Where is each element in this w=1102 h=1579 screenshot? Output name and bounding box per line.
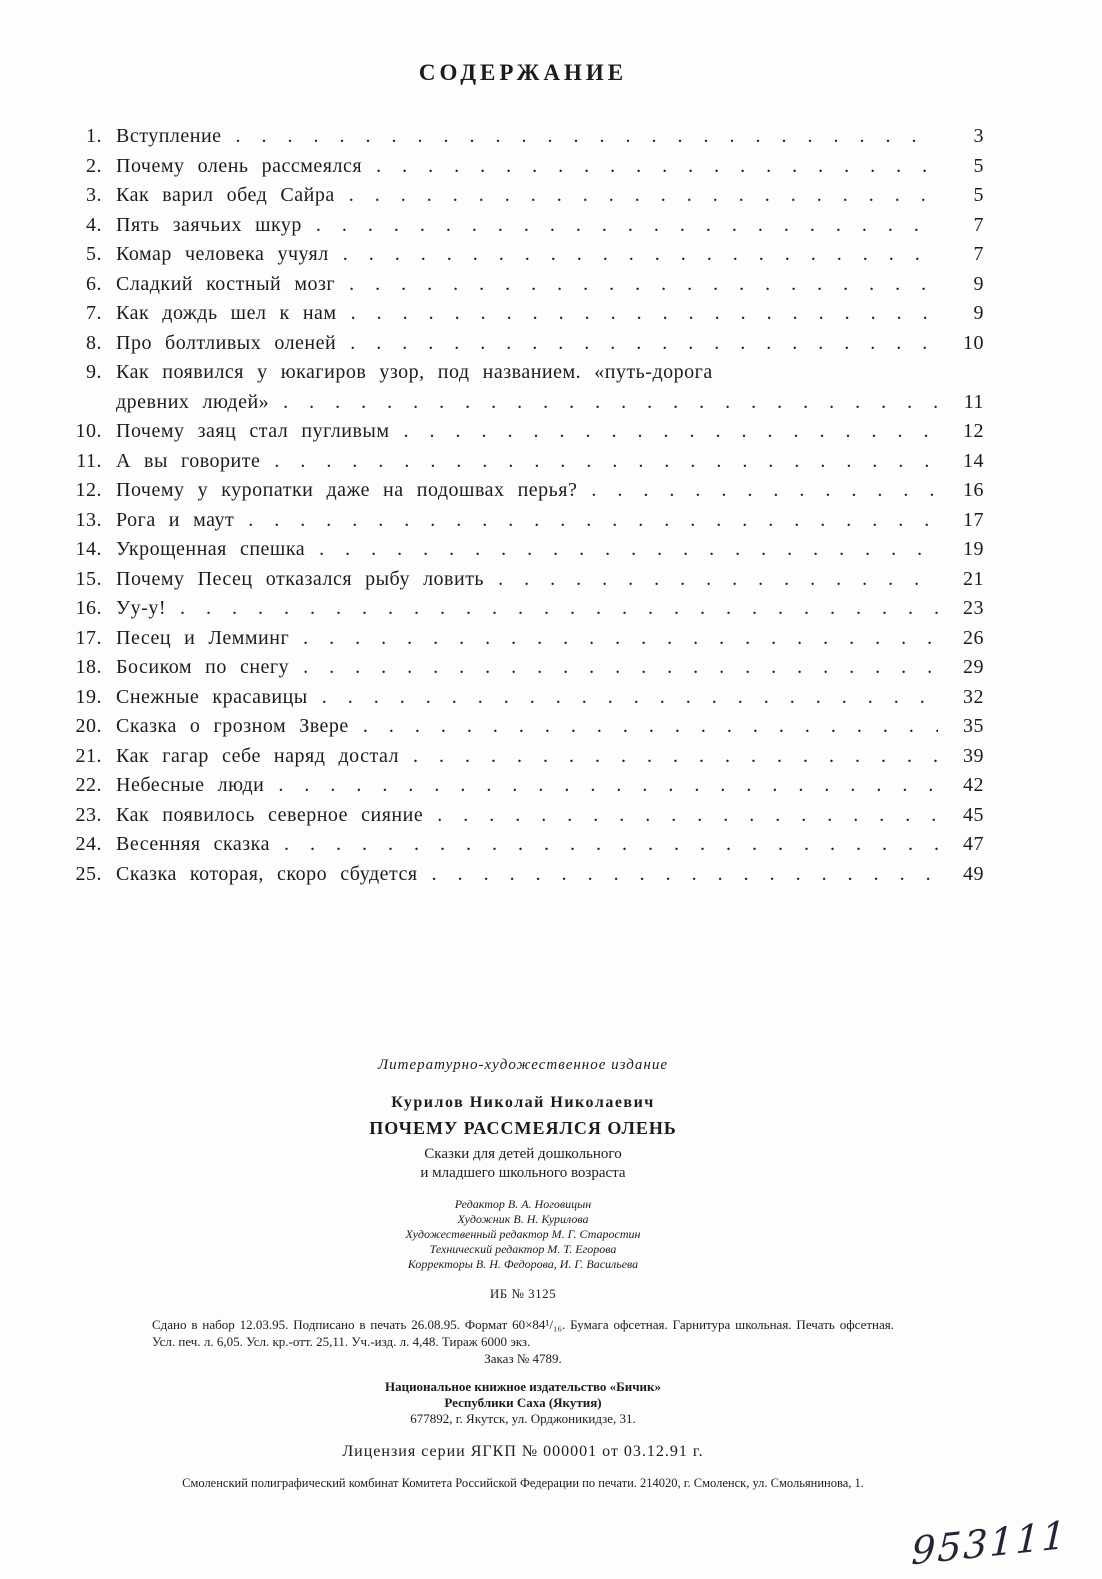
- toc-entry-page: 39: [963, 744, 984, 767]
- toc-entry-title: Уу-у!: [116, 597, 166, 619]
- ib-number: ИБ № 3125: [489, 1286, 557, 1301]
- colophon-staff-line: Редактор В. А. Ноговицын: [454, 1197, 592, 1211]
- dot-leader: [305, 535, 938, 565]
- dot-leader: [337, 299, 938, 329]
- toc-entry-number: 7.: [86, 302, 102, 324]
- toc-entry-page: 35: [963, 715, 984, 737]
- dot-leader: [260, 447, 938, 477]
- toc-entry-title: Как появилось северное сияние: [116, 803, 424, 826]
- page-title: СОДЕРЖАНИЕ: [418, 60, 628, 85]
- toc-entry: [62, 152, 984, 182]
- toc-entry: [62, 771, 984, 801]
- toc-entry-page: 10: [963, 331, 984, 354]
- colophon-staff-line: Корректоры В. Н. Федорова, И. Г. Васильева: [407, 1257, 639, 1271]
- colophon-staff-line: Художественный редактор М. Г. Старостин: [405, 1227, 641, 1241]
- dot-leader: [264, 771, 938, 801]
- dot-leader: [418, 860, 938, 890]
- dot-leader: [484, 565, 938, 595]
- toc-entry-number: 24.: [75, 833, 102, 855]
- toc-entry: [62, 358, 984, 388]
- toc-entry-page: 16: [963, 479, 984, 501]
- toc-entry-number: 16.: [75, 597, 102, 619]
- toc-entry-number: 20.: [75, 715, 102, 737]
- toc-entry-page: 14: [963, 449, 984, 472]
- toc-entry-title: Почему у куропатки даже на подошвах перья?: [116, 479, 578, 501]
- toc-entry-title: Почему олень рассмеялся: [116, 154, 363, 177]
- toc-entry-title: Почему заяц стал пугливым: [116, 420, 390, 442]
- toc-entry: [62, 801, 984, 831]
- dot-leader: [289, 653, 938, 683]
- publisher-address: 677892, г. Якутск, ул. Орджоникидзе, 31.: [410, 1411, 636, 1426]
- toc-entry: [62, 417, 984, 447]
- imprint-block: Сдано в набор 12.03.95. Подписано в печать 26.08.95. Формат 60×84¹/₁₆. Бумага офсетная. Гарнитура школьная. Печать офсетная. Усл. печ. л. 6,05. Усл. кр.-отт. 25,11. Уч.-изд. л. 4,48. Тираж 6000 экз.: [152, 1317, 894, 1349]
- toc-entry-page: 7: [973, 213, 984, 236]
- toc-entry: [62, 624, 984, 654]
- colophon: [62, 1057, 984, 1491]
- dot-leader: [390, 417, 938, 447]
- author-name: Курилов Николай Николаевич: [391, 1094, 655, 1111]
- toc-entry-number: 21.: [75, 744, 102, 767]
- imprint-order: Заказ № 4789.: [484, 1351, 562, 1366]
- toc-entry-title: Сказка о грозном Звере: [116, 715, 349, 737]
- dot-leader: [329, 240, 938, 270]
- toc-entry-title: Почему Песец отказался рыбу ловить: [116, 567, 485, 590]
- toc-entry-title: А вы говорите: [116, 449, 261, 472]
- toc-entry-number: 17.: [75, 626, 102, 649]
- toc-entry-title: Комар человека учуял: [116, 243, 329, 265]
- dot-leader: [399, 742, 938, 772]
- toc-entry-title: Песец и Лемминг: [116, 626, 290, 649]
- dot-leader: [289, 624, 938, 654]
- page-content: [62, 0, 984, 1491]
- printer-block: Смоленский полиграфический комбинат Комитета Российской Федерации по печати. 214020, г. Смоленск, ул. Смольянинова, 1.: [182, 1476, 864, 1490]
- toc-entry-page: 49: [963, 862, 984, 885]
- toc-entry: [62, 683, 984, 713]
- toc-entry-page: 29: [963, 656, 984, 678]
- dot-leader: [308, 683, 938, 713]
- toc-entry-number: 18.: [75, 656, 102, 678]
- colophon-staff: [62, 1197, 984, 1272]
- toc-entry: [62, 506, 984, 536]
- toc-entry-page: 17: [963, 508, 984, 531]
- toc-entry-number: 12.: [75, 479, 102, 501]
- toc-entry-number: 19.: [75, 685, 102, 708]
- toc-entry: [62, 447, 984, 477]
- toc-entry-number: 11.: [76, 449, 102, 472]
- toc-entry-title: Сладкий костный мозг: [116, 272, 336, 295]
- toc-entry-page: 12: [963, 420, 984, 442]
- toc-entry: [62, 388, 984, 418]
- dot-leader: [335, 270, 938, 300]
- toc-entry-page: 9: [973, 302, 984, 324]
- toc-entry-title: Укрощенная спешка: [116, 538, 306, 560]
- toc-entry-title: Как варил обед Сайра: [116, 184, 335, 206]
- toc-entry-page: 11: [963, 390, 984, 413]
- toc-entry-number: 15.: [75, 567, 102, 590]
- toc-entry-page: 23: [963, 597, 984, 619]
- toc-entry-title: Пять заячьих шкур: [116, 213, 302, 236]
- toc-entry-title: Как появился у юкагиров узор, под названием. «путь-дорога: [116, 361, 713, 383]
- toc-entry: [62, 860, 984, 890]
- toc-list: [62, 122, 984, 889]
- publisher-region: Республики Саха (Якутия): [444, 1395, 602, 1410]
- toc-entry-number: 9.: [86, 361, 102, 383]
- dot-leader: [336, 329, 938, 359]
- toc-entry-page: 32: [963, 685, 984, 708]
- book-title: ПОЧЕМУ РАССМЕЯЛСЯ ОЛЕНЬ: [369, 1118, 677, 1138]
- toc-entry-number: 8.: [86, 331, 102, 354]
- toc-entry: [62, 565, 984, 595]
- toc-entry-page: 9: [973, 272, 984, 295]
- toc-entry-number: 13.: [75, 508, 102, 531]
- dot-leader: [335, 181, 938, 211]
- toc-entry-title: Про болтливых оленей: [116, 331, 337, 354]
- dot-leader: [362, 152, 938, 182]
- toc-entry-page: 3: [973, 125, 984, 147]
- dot-leader: [166, 594, 938, 624]
- publisher-name: Национальное книжное издательство «Бичик»: [384, 1379, 662, 1394]
- dot-leader: [302, 211, 938, 241]
- dot-leader: [577, 476, 938, 506]
- toc-entry-number: 25.: [75, 862, 102, 885]
- dot-leader: [423, 801, 938, 831]
- toc-entry-title: Как гагар себе наряд достал: [116, 744, 400, 767]
- colophon-staff-line: Технический редактор М. Т. Егорова: [429, 1242, 617, 1256]
- toc-entry-number: 6.: [86, 272, 102, 295]
- toc-entry: [62, 476, 984, 506]
- book-subtitle-line1: Сказки для детей дошкольного: [424, 1146, 622, 1162]
- toc-entry-page: 5: [973, 154, 984, 177]
- toc-entry-page: 19: [963, 538, 984, 560]
- toc-entry: [62, 329, 984, 359]
- dot-leader: [270, 830, 938, 860]
- toc-entry-title: Снежные красавицы: [116, 685, 308, 708]
- toc-entry-page: 26: [963, 626, 984, 649]
- toc-entry: [62, 181, 984, 211]
- dot-leader: [269, 388, 938, 418]
- toc-entry-number: 5.: [86, 243, 102, 265]
- toc-entry: [62, 594, 984, 624]
- edition-type: Литературно-художественное издание: [378, 1057, 668, 1073]
- toc-entry-page: 7: [973, 243, 984, 265]
- toc-entry: [62, 830, 984, 860]
- license-line: Лицензия серии ЯГКП № 000001 от 03.12.91 г.: [342, 1443, 704, 1460]
- dot-leader: [234, 506, 938, 536]
- toc-entry: [62, 742, 984, 772]
- toc-entry-number: 2.: [86, 154, 102, 177]
- toc-entry: [62, 712, 984, 742]
- toc-entry-title: Весенняя сказка: [116, 833, 270, 855]
- toc-entry-page: 5: [973, 184, 984, 206]
- toc-entry-title: Босиком по снегу: [116, 656, 290, 678]
- toc-entry-page: 47: [963, 833, 984, 855]
- toc-entry-title: Как дождь шел к нам: [116, 302, 337, 324]
- toc-entry-title: Сказка которая, скоро сбудется: [116, 862, 418, 885]
- dot-leader: [349, 712, 938, 742]
- toc-entry-title: Небесные люди: [116, 774, 265, 796]
- dot-leader: [222, 122, 938, 152]
- toc-entry-number: 1.: [86, 125, 102, 147]
- toc-entry: [62, 535, 984, 565]
- publisher-block: [62, 1379, 984, 1427]
- toc-entry-page: 45: [963, 803, 984, 826]
- toc-entry: [62, 240, 984, 270]
- colophon-staff-line: Художник В. Н. Курилова: [457, 1212, 589, 1226]
- toc-entry-number: 23.: [75, 803, 102, 826]
- toc-entry: [62, 653, 984, 683]
- toc-entry: [62, 122, 984, 152]
- toc-entry-number: 10.: [75, 420, 102, 442]
- toc-entry-page: 42: [963, 774, 984, 796]
- toc-entry-title: Вступление: [116, 125, 222, 147]
- toc-entry-number: 3.: [86, 184, 102, 206]
- handwritten-accession-number: 953111: [910, 1512, 1069, 1574]
- toc-entry-page: 21: [963, 567, 984, 590]
- toc-entry-title: древних людей»: [116, 390, 270, 413]
- toc-entry: [62, 299, 984, 329]
- book-subtitle-line2: и младшего школьного возраста: [420, 1165, 626, 1181]
- toc-entry-number: 4.: [86, 213, 102, 236]
- toc-entry-number: 14.: [75, 538, 102, 560]
- toc-entry: [62, 270, 984, 300]
- book-subtitle: [62, 1145, 984, 1183]
- toc-entry-number: 22.: [75, 774, 102, 796]
- toc-entry-title: Рога и маут: [116, 508, 235, 531]
- toc-entry: [62, 211, 984, 241]
